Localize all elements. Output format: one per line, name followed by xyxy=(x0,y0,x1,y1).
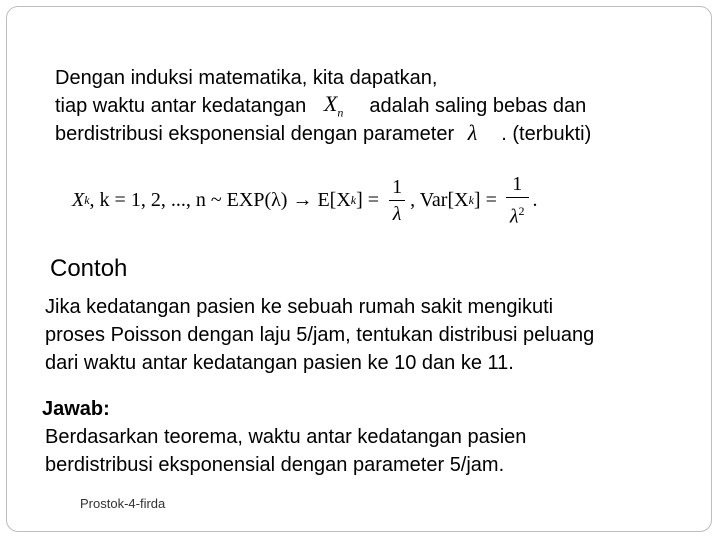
problem-paragraph xyxy=(45,293,594,377)
footer-text: Prostok-4-firda xyxy=(80,496,166,511)
intro-line-2-after: adalah saling bebas dan xyxy=(369,95,587,117)
problem-line-1: Jika kedatangan pasien ke sebuah rumah sakit mengikuti xyxy=(45,296,554,318)
intro-line-1: Dengan induksi matematika, kita dapatkan, xyxy=(55,67,438,89)
answer-line-2: berdistribusi eksponensial dengan parameter 5/jam. xyxy=(45,454,505,476)
answer-label: Jawab: xyxy=(42,398,110,420)
intro-line-2-before: tiap waktu antar kedatangan xyxy=(55,95,307,117)
answer-paragraph xyxy=(45,423,526,479)
answer-line-1: Berdasarkan teorema, waktu antar kedatangan pasien xyxy=(45,426,527,448)
example-heading: Contoh xyxy=(50,255,128,282)
fraction-mean: $\frac{1}{\lambda}$ xyxy=(388,174,406,227)
intro-line-3-after: . (terbukti) xyxy=(501,123,592,145)
intro-line-3-before: berdistribusi eksponensial dengan parameter xyxy=(55,123,455,145)
fraction-variance: $\frac{1}{\lambda^2}$ xyxy=(506,171,529,230)
xn-symbol: $X_n$ xyxy=(323,91,344,120)
lambda-symbol: λ xyxy=(467,120,478,145)
distribution-formula: X k , k = 1, 2, ..., n ~ EXP(λ) → E[X k ] = $\frac{1}{\lambda}$ , Var[X k ] = $\frac{1}{\lambda^2}$ . xyxy=(72,172,538,228)
problem-line-2: proses Poisson dengan laju 5/jam, tentukan distribusi peluang xyxy=(45,324,595,346)
intro-line-2 xyxy=(55,92,591,120)
problem-line-3: dari waktu antar kedatangan pasien ke 10 dan ke 11. xyxy=(45,352,514,374)
intro-paragraph xyxy=(55,64,591,148)
